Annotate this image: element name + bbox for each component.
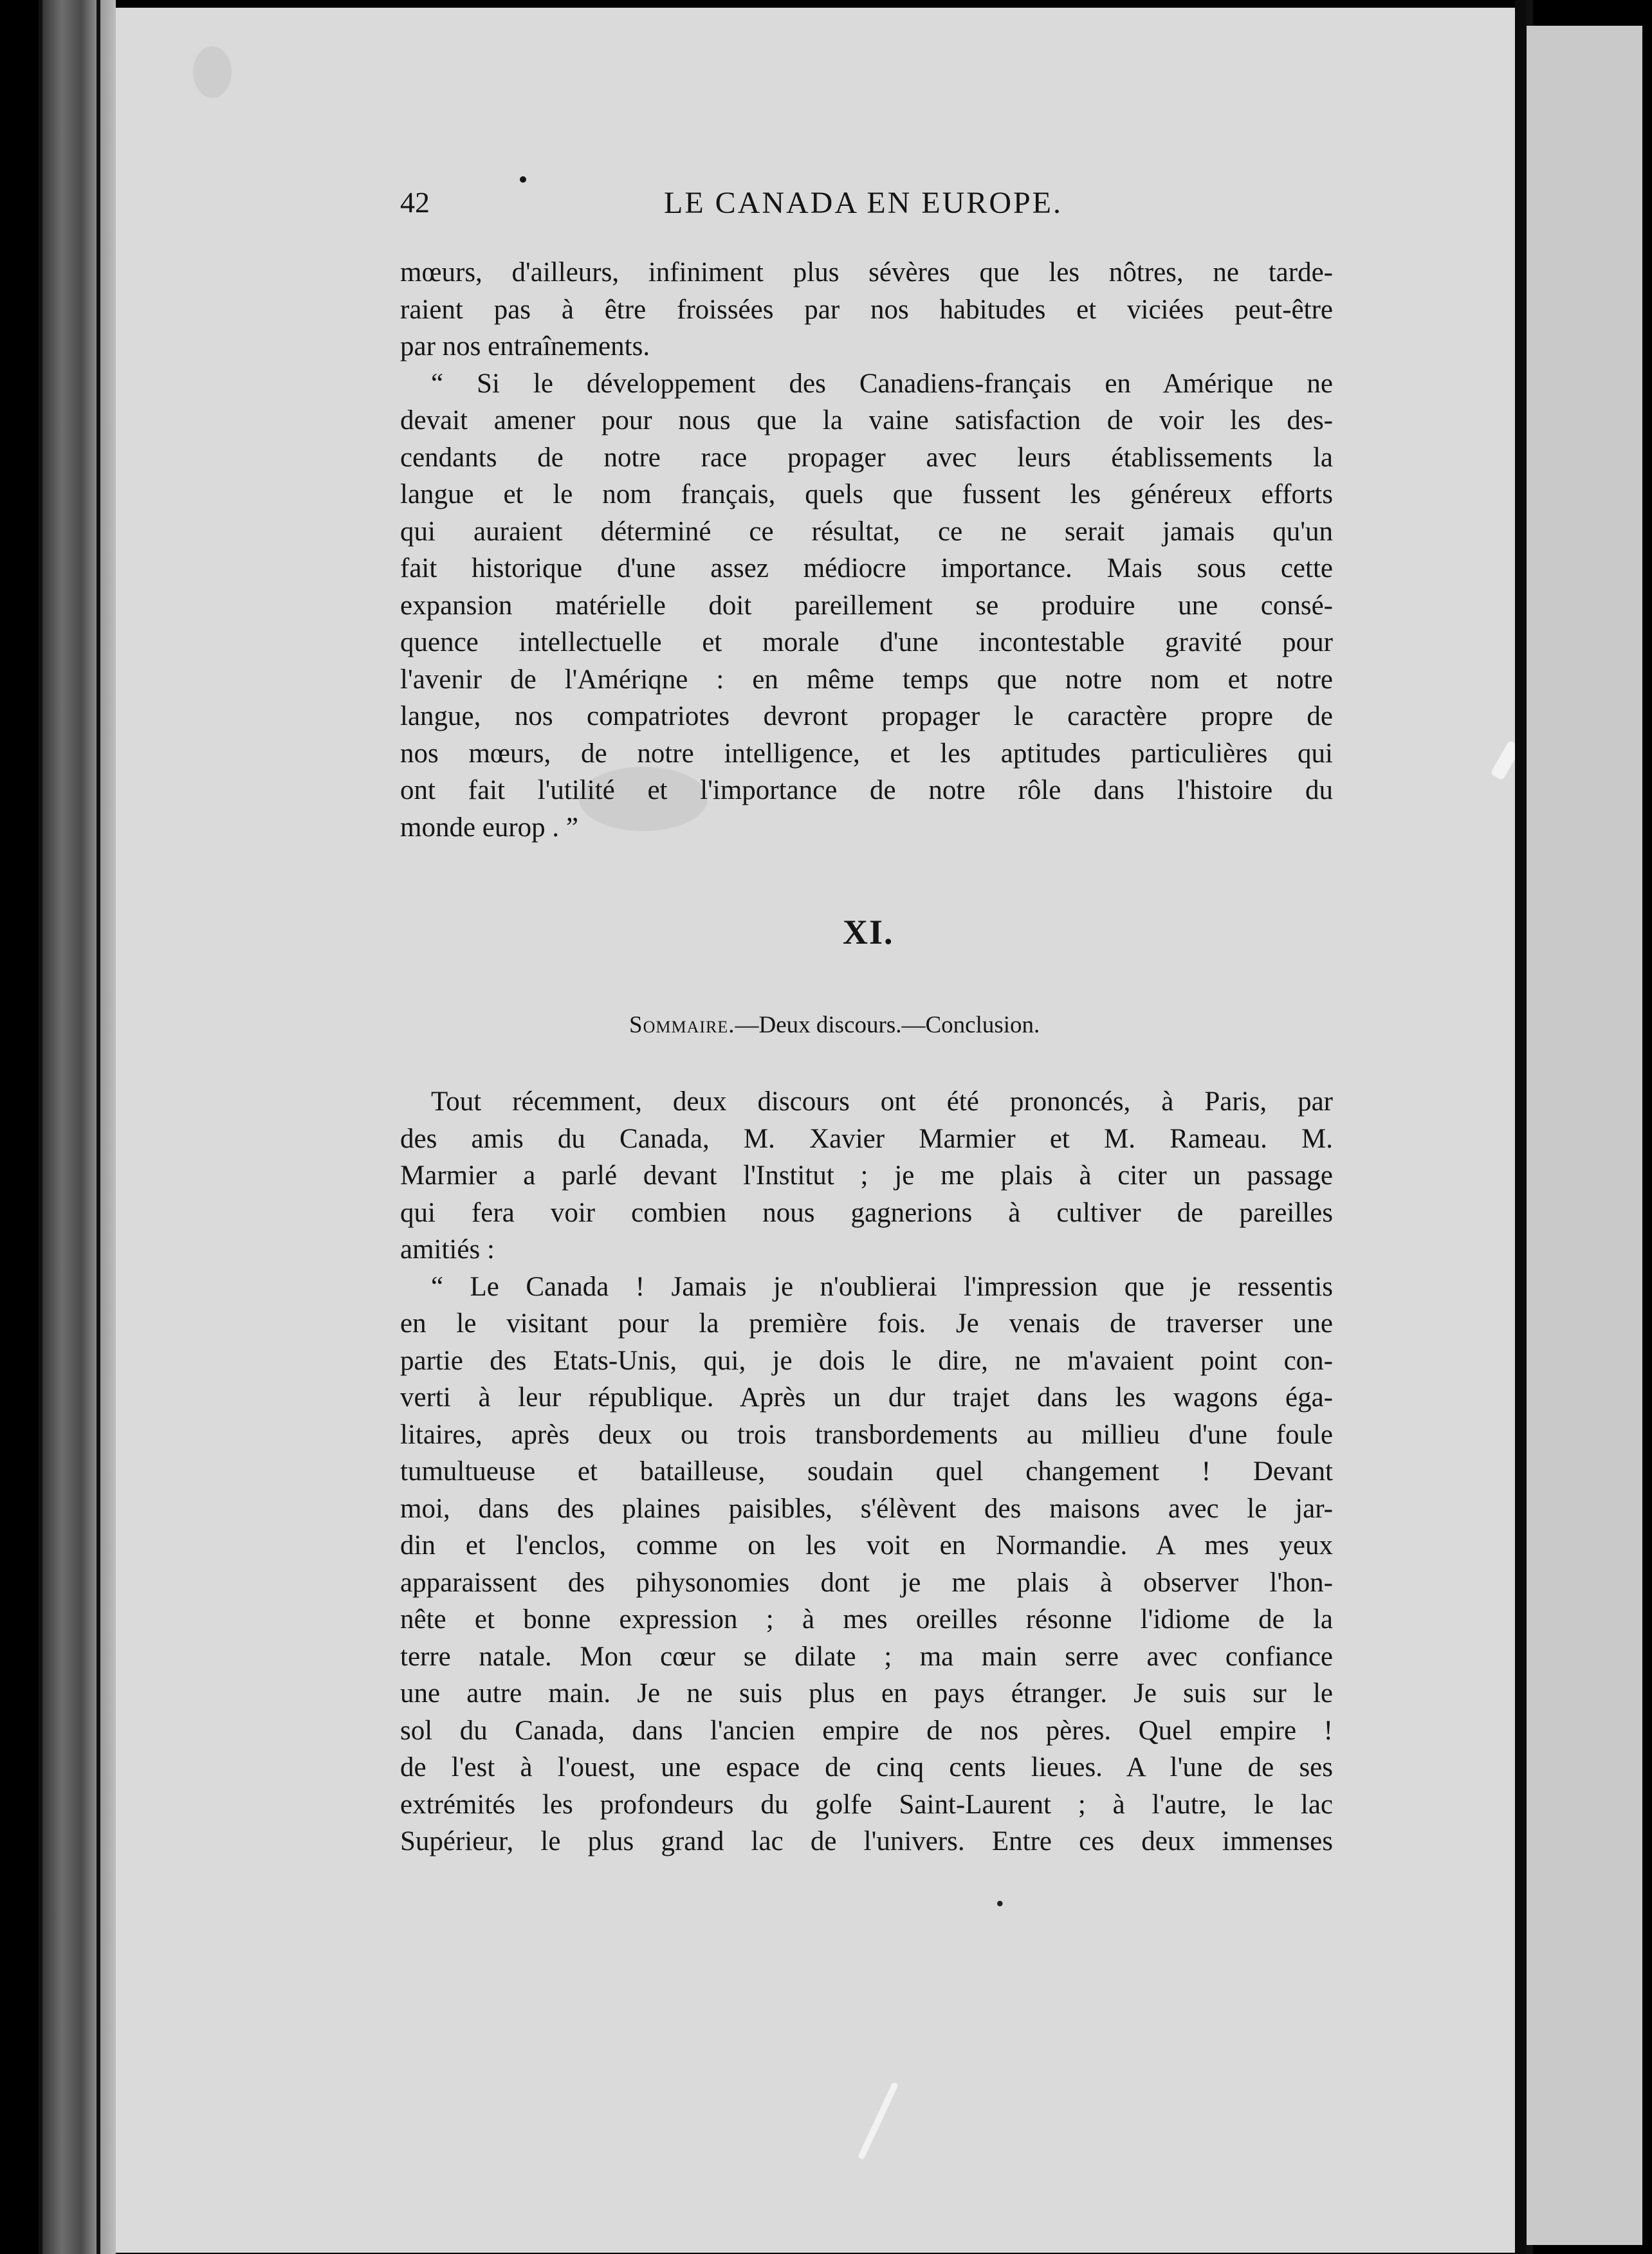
text-line: quence intellectuelle et morale d'une incontestable gravité pour <box>400 627 1333 657</box>
text-line: litaires, après deux ou trois transbordements au millieu d'une foule <box>400 1419 1333 1450</box>
text-line: en le visitant pour la première fois. Je venais de traverser une <box>400 1308 1333 1339</box>
text-line: qui auraient déterminé ce résultat, ce ne serait jamais qu'un <box>400 516 1333 547</box>
text-line: ont fait l'utilité et l'importance de notre rôle dans l'histoire du <box>400 775 1333 805</box>
running-title: LE CANADA EN EUROPE. <box>664 186 1063 220</box>
ink-dot <box>520 176 526 183</box>
running-head <box>400 185 1333 230</box>
text-line: de l'est à l'ouest, une espace de cinq cents lieues. A l'une de ses <box>400 1752 1333 1782</box>
scratch <box>1490 740 1515 781</box>
ink-mark: • <box>996 1891 1004 1916</box>
text-line: qui fera voir combien nous gagnerions à cultiver de pareilles <box>400 1197 1333 1228</box>
text-line: Supérieur, le plus grand lac de l'univers. Entre ces deux immenses <box>400 1826 1333 1856</box>
summary-text: —Deux discours.—Conclusion. <box>735 1012 1040 1038</box>
text-line: des amis du Canada, M. Xavier Marmier et M. Rameau. M. <box>400 1123 1333 1154</box>
gutter-line <box>96 0 100 2254</box>
text-line: amitiés : <box>400 1234 495 1265</box>
text-line: tumultueuse et batailleuse, soudain quel changement ! Devant <box>400 1456 1333 1487</box>
text-line: langue et le nom français, quels que fussent les généreux efforts <box>400 479 1333 509</box>
text-line: din et l'enclos, comme on les voit en Normandie. A mes yeux <box>400 1530 1333 1561</box>
text-line: Tout récemment, deux discours ont été prononcés, à Paris, par <box>431 1086 1333 1117</box>
section-summary <box>629 1011 1040 1039</box>
text-line: terre natale. Mon cœur se dilate ; ma main serre avec confiance <box>400 1641 1333 1672</box>
gutter-line <box>39 0 42 2254</box>
paragraph-block-continued <box>400 254 1333 846</box>
smudge <box>193 46 232 98</box>
text-line: nête et bonne expression ; à mes oreilles résonne l'idiome de la <box>400 1604 1333 1635</box>
text-line: “ Si le développement des Canadiens-français en Amérique ne <box>431 368 1333 399</box>
text-line: raient pas à être froissées par nos habitudes et viciées peut-être <box>400 294 1333 325</box>
page-number: 42 <box>400 186 430 219</box>
text-line: partie des Etats-Unis, qui, je dois le dire, ne m'avaient point con- <box>400 1345 1333 1376</box>
text-line: moi, dans des plaines paisibles, s'élèvent des maisons avec le jar- <box>400 1493 1333 1524</box>
text-line: expansion matérielle doit pareillement se produire une consé- <box>400 590 1333 621</box>
text-line: mœurs, d'ailleurs, infiniment plus sévères que les nôtres, ne tarde- <box>400 257 1333 288</box>
text-line: verti à leur république. Après un dur trajet dans les wagons éga- <box>400 1382 1333 1413</box>
page-edge <box>1515 0 1527 2254</box>
text-line: “ Le Canada ! Jamais je n'oublierai l'impression que je ressentis <box>431 1271 1333 1302</box>
text-line: Marmier a parlé devant l'Institut ; je me plais à citer un passage <box>400 1160 1333 1191</box>
text-line: cendants de notre race propager avec leurs établissements la <box>400 442 1333 473</box>
scratch <box>858 2082 899 2160</box>
paragraph-block-section <box>400 1083 1333 1860</box>
text-line: extrémités les profondeurs du golfe Saint-Laurent ; à l'autre, le lac <box>400 1789 1333 1820</box>
section-numeral: XI. <box>843 913 894 951</box>
text-line: apparaissent des pihysonomies dont je me plais à observer l'hon- <box>400 1567 1333 1598</box>
text-line: monde europ . ” <box>400 812 579 843</box>
summary-label: Sommaire. <box>629 1012 735 1038</box>
text-line: une autre main. Je ne suis plus en pays étranger. Je suis sur le <box>400 1678 1333 1709</box>
next-page-edge <box>1527 26 1642 2245</box>
text-line: devait amener pour nous que la vaine satisfaction de voir les des- <box>400 405 1333 435</box>
text-line: langue, nos compatriotes devront propager le caractère propre de <box>400 701 1333 731</box>
text-line: par nos entraînements. <box>400 331 650 362</box>
text-line: l'avenir de l'Amériqne : en même temps que notre nom et notre <box>400 664 1333 695</box>
binding-gutter <box>39 0 116 2254</box>
text-line: sol du Canada, dans l'ancien empire de nos pères. Quel empire ! <box>400 1715 1333 1746</box>
text-line: fait historique d'une assez médiocre importance. Mais sous cette <box>400 553 1333 583</box>
text-line: nos mœurs, de notre intelligence, et les aptitudes particulières qui <box>400 738 1333 769</box>
